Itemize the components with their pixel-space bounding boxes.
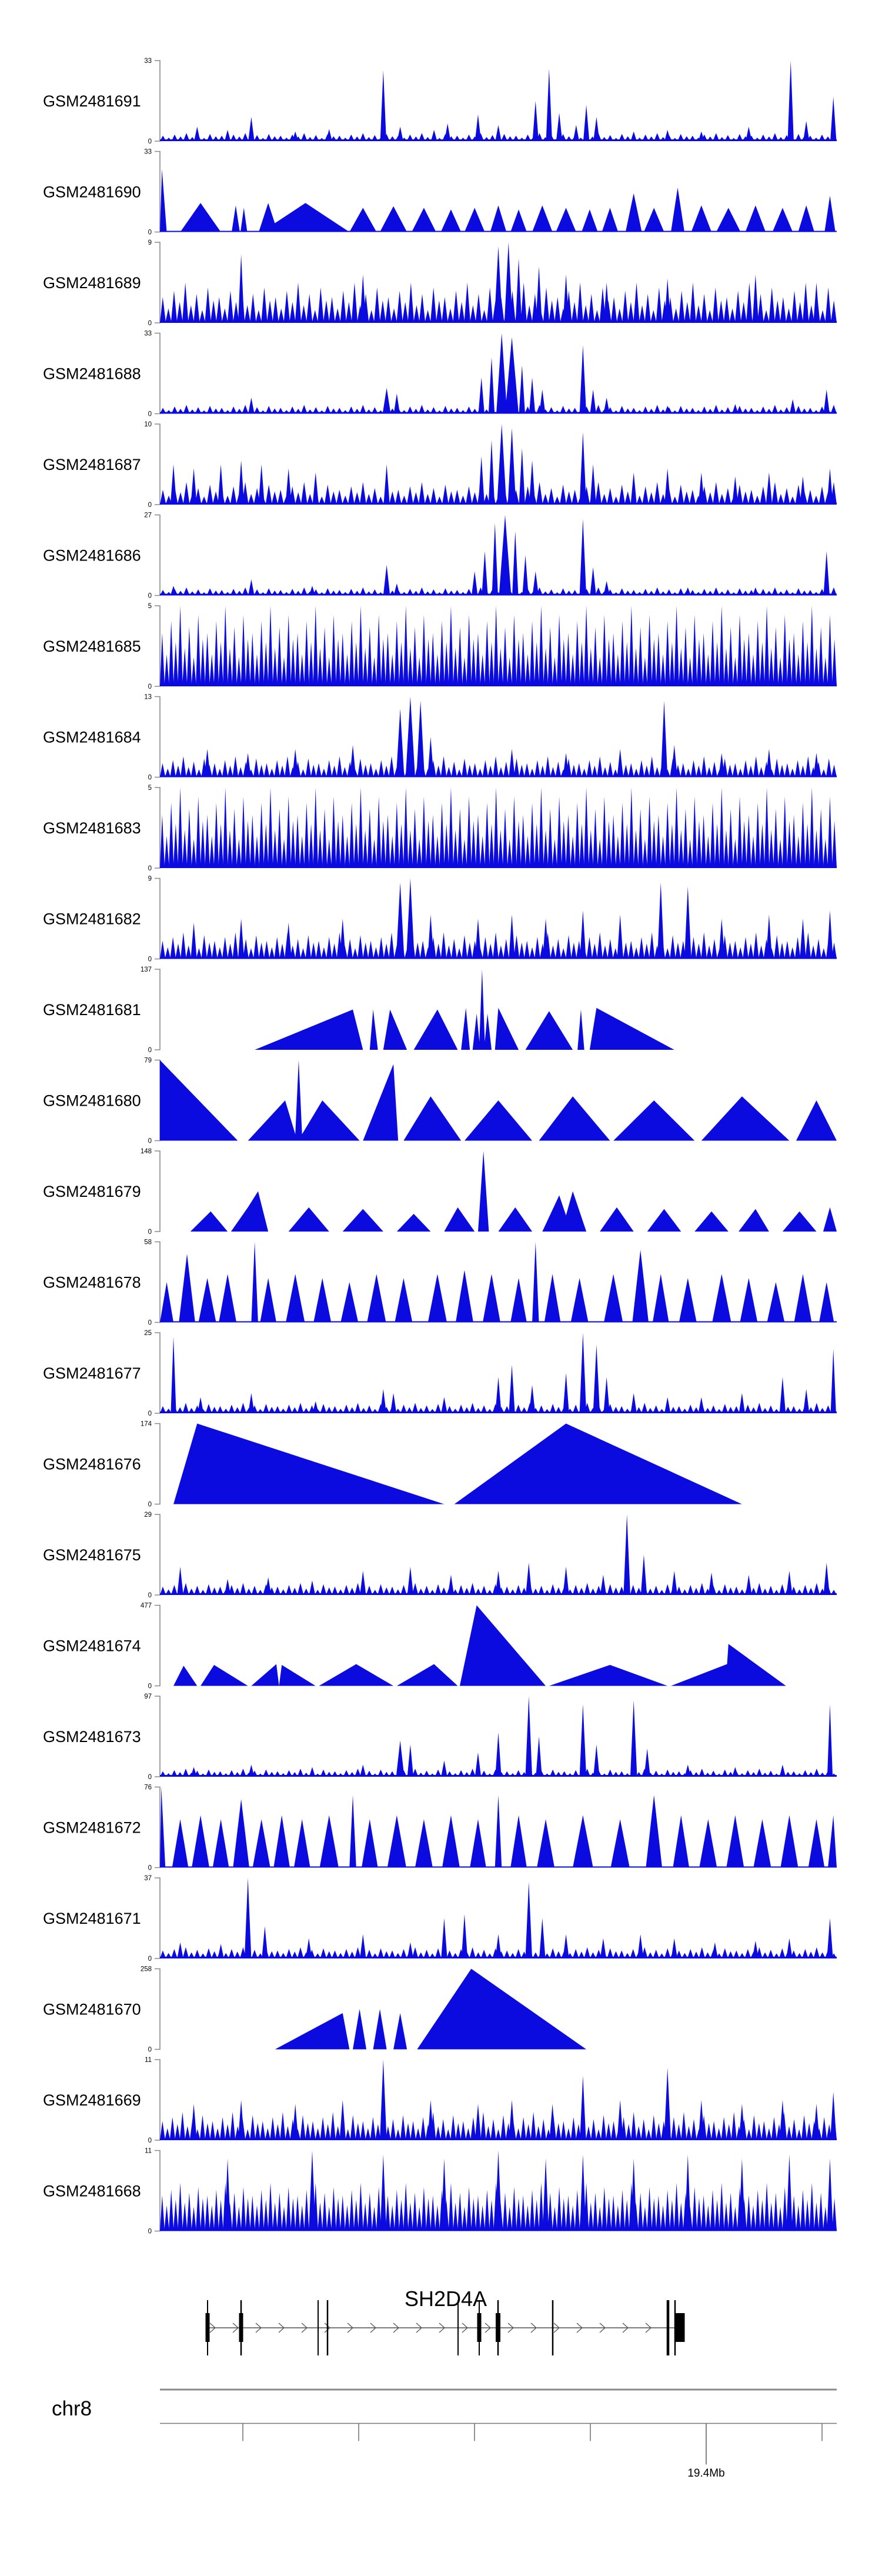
- track-GSM2481679: [43, 1148, 837, 1236]
- track-label: GSM2481682: [43, 910, 141, 928]
- y-axis: [155, 1787, 160, 1868]
- signal-area: [173, 1606, 786, 1686]
- track-GSM2481680: [43, 1057, 837, 1145]
- y-axis: [155, 1606, 160, 1686]
- signal-area: [160, 788, 837, 868]
- track-GSM2481688: [43, 331, 837, 418]
- y-axis-zero: 0: [148, 1774, 152, 1781]
- track-label: GSM2481679: [43, 1183, 141, 1200]
- track-label: GSM2481669: [43, 2091, 141, 2109]
- track-label: GSM2481674: [43, 1637, 141, 1655]
- track-label: GSM2481686: [43, 546, 141, 565]
- track-GSM2481672: [43, 1784, 837, 1872]
- y-axis-zero: 0: [148, 1137, 152, 1145]
- y-axis: [155, 1424, 160, 1504]
- signal-area: [160, 1696, 837, 1777]
- y-axis: [155, 333, 160, 414]
- y-axis-max: 25: [144, 1330, 152, 1337]
- signal-area: [160, 697, 837, 778]
- track-GSM2481674: [43, 1603, 786, 1690]
- track-label: GSM2481668: [43, 2182, 141, 2200]
- track-GSM2481668: [43, 2148, 837, 2235]
- y-axis-zero: 0: [148, 683, 152, 690]
- y-axis-zero: 0: [148, 1683, 152, 1690]
- y-axis: [155, 1514, 160, 1595]
- signal-area: [160, 879, 837, 959]
- y-axis: [155, 152, 160, 232]
- chromosome-label: chr8: [52, 2397, 92, 2420]
- y-axis-max: 76: [144, 1784, 152, 1791]
- signal-area: [160, 2151, 837, 2231]
- track-label: GSM2481671: [43, 1910, 141, 1927]
- track-GSM2481677: [43, 1330, 837, 1417]
- y-axis: [155, 1878, 160, 1958]
- track-label: GSM2481680: [43, 1092, 141, 1110]
- y-axis: [155, 1333, 160, 1413]
- y-axis-max: 174: [140, 1420, 152, 1428]
- y-axis: [155, 879, 160, 959]
- y-axis-max: 58: [144, 1239, 152, 1246]
- y-axis-zero: 0: [148, 320, 152, 327]
- y-axis-max: 10: [144, 421, 152, 428]
- y-axis-zero: 0: [148, 502, 152, 509]
- track-GSM2481684: [43, 694, 837, 782]
- track-label: GSM2481691: [43, 92, 141, 110]
- track-label: GSM2481690: [43, 183, 141, 201]
- signal-area: [160, 1242, 837, 1323]
- track-GSM2481676: [43, 1421, 742, 1509]
- y-axis: [155, 61, 160, 141]
- track-GSM2481673: [43, 1693, 837, 1781]
- y-axis: [155, 788, 160, 868]
- track-GSM2481691: [43, 58, 837, 145]
- track-GSM2481678: [43, 1239, 837, 1327]
- y-axis-zero: 0: [148, 865, 152, 872]
- y-axis: [155, 1696, 160, 1777]
- signal-area: [160, 1060, 837, 1141]
- track-GSM2481685: [43, 603, 837, 690]
- track-GSM2481670: [43, 1966, 586, 2054]
- track-GSM2481681: [43, 966, 674, 1054]
- y-axis-zero: 0: [148, 2137, 152, 2144]
- y-axis: [155, 2060, 160, 2140]
- ruler-position-label: 19.4Mb: [687, 2467, 725, 2480]
- y-axis-max: 27: [144, 512, 152, 519]
- y-axis: [155, 606, 160, 686]
- y-axis-zero: 0: [148, 138, 152, 145]
- exon-box: [206, 2313, 210, 2342]
- y-axis-zero: 0: [148, 1956, 152, 1963]
- y-axis-zero: 0: [148, 2228, 152, 2235]
- y-axis-max: 5: [148, 785, 152, 792]
- track-GSM2481683: [43, 785, 837, 872]
- y-axis-max: 33: [144, 58, 152, 65]
- y-axis: [155, 424, 160, 505]
- track-label: GSM2481688: [43, 365, 141, 383]
- y-axis-zero: 0: [148, 1047, 152, 1054]
- y-axis: [155, 1242, 160, 1323]
- track-label: GSM2481687: [43, 456, 141, 473]
- track-GSM2481682: [43, 876, 837, 963]
- y-axis-max: 477: [140, 1602, 152, 1610]
- y-axis-zero: 0: [148, 1864, 152, 1872]
- y-axis-zero: 0: [148, 1501, 152, 1509]
- signal-area: [255, 969, 674, 1050]
- y-axis-max: 9: [148, 875, 152, 883]
- y-axis-max: 11: [145, 2057, 152, 2064]
- track-label: GSM2481685: [43, 638, 141, 655]
- track-GSM2481675: [43, 1511, 837, 1599]
- signal-area: [160, 169, 837, 232]
- signal-area: [191, 1151, 837, 1232]
- exon-box: [496, 2313, 500, 2342]
- y-axis-max: 29: [144, 1511, 152, 1519]
- signal-area: [160, 515, 837, 596]
- track-GSM2481669: [43, 2057, 837, 2144]
- track-label: GSM2481678: [43, 1273, 141, 1292]
- track-label: GSM2481672: [43, 1818, 141, 1837]
- chromosome-ruler: [52, 2390, 837, 2480]
- y-axis: [155, 1969, 160, 2050]
- exon-box: [239, 2313, 243, 2342]
- signal-area: [160, 424, 837, 505]
- exon-box: [675, 2313, 685, 2342]
- signal-area: [275, 1969, 586, 2050]
- signal-area: [160, 242, 837, 323]
- y-axis-max: 33: [144, 148, 152, 156]
- signal-area: [173, 1424, 742, 1504]
- y-axis-zero: 0: [148, 229, 152, 236]
- y-axis-max: 33: [144, 330, 152, 338]
- y-axis-zero: 0: [148, 1229, 152, 1236]
- signal-area: [160, 61, 837, 141]
- track-label: GSM2481675: [43, 1546, 141, 1564]
- y-axis: [155, 242, 160, 323]
- exon-box: [477, 2313, 482, 2342]
- y-axis-max: 13: [144, 693, 152, 701]
- gene-name-label: SH2D4A: [404, 2287, 487, 2311]
- y-axis-zero: 0: [148, 956, 152, 963]
- signal-area: [160, 333, 837, 414]
- y-axis-zero: 0: [148, 592, 152, 600]
- y-axis: [155, 969, 160, 1050]
- track-GSM2481690: [43, 149, 837, 236]
- y-axis: [155, 1151, 160, 1232]
- signal-area: [160, 606, 837, 686]
- signal-area: [160, 1514, 837, 1595]
- y-axis-max: 79: [144, 1057, 152, 1065]
- signal-area: [160, 2060, 837, 2140]
- track-GSM2481689: [43, 239, 837, 327]
- y-axis-max: 97: [144, 1693, 152, 1700]
- track-GSM2481671: [43, 1875, 837, 1963]
- y-axis-max: 148: [140, 1148, 152, 1155]
- track-label: GSM2481673: [43, 1728, 141, 1746]
- track-GSM2481687: [43, 421, 837, 509]
- y-axis-max: 5: [148, 603, 152, 610]
- gene-model: [206, 2287, 685, 2355]
- y-axis-zero: 0: [148, 1410, 152, 1417]
- y-axis: [155, 2151, 160, 2231]
- track-label: GSM2481676: [43, 1455, 141, 1473]
- y-axis-zero: 0: [148, 2046, 152, 2054]
- y-axis-max: 137: [140, 966, 152, 973]
- signal-area: [160, 1787, 837, 1868]
- track-label: GSM2481683: [43, 819, 141, 837]
- track-label: GSM2481684: [43, 728, 141, 746]
- signal-area: [160, 1333, 837, 1413]
- y-axis-zero: 0: [148, 1592, 152, 1599]
- coverage-tracks: [43, 58, 837, 2235]
- y-axis: [155, 1060, 160, 1141]
- ruler-ticks: [160, 2390, 837, 2465]
- y-axis-zero: 0: [148, 1319, 152, 1327]
- track-label: GSM2481689: [43, 274, 141, 292]
- y-axis-zero: 0: [148, 411, 152, 418]
- y-axis-zero: 0: [148, 774, 152, 782]
- track-label: GSM2481681: [43, 1001, 141, 1019]
- signal-area: [160, 1878, 837, 1958]
- y-axis: [155, 697, 160, 778]
- y-axis-max: 37: [144, 1875, 152, 1882]
- y-axis: [155, 515, 160, 596]
- track-label: GSM2481670: [43, 2000, 141, 2018]
- track-GSM2481686: [43, 512, 837, 600]
- y-axis-max: 258: [140, 1966, 152, 1973]
- y-axis-max: 11: [145, 2147, 152, 2155]
- y-axis-max: 9: [148, 239, 152, 246]
- track-label: GSM2481677: [43, 1364, 141, 1382]
